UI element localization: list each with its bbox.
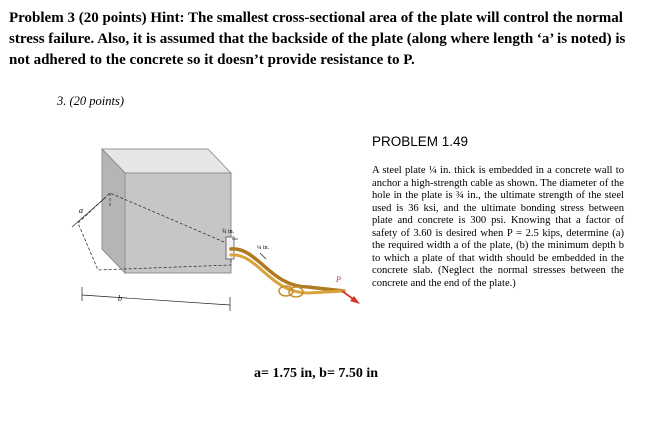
- problem-text: A steel plate ¼ in. thick is embedded in a concrete wall to anchor a high-strength cable as shown. The diameter of the hole in the plate is ¾ in., the ultimate strength of the steel used is 36 ksi, and the ultimate bonding stress between plate and concrete is 300 psi. Knowing that a factor of safety of 3.60 is desired when P = 2.5 kips, determine (a) the required width a of the plate, (b) the minimum depth b to which a plate of that width should be embedded in the concrete slab. (Neglect the normal stresses between the concrete and the end of the plate.): [372, 165, 624, 289]
- label-a: a: [79, 206, 83, 215]
- figure: [80, 135, 360, 357]
- answer-text: a= 1.75 in, b= 7.50 in: [254, 366, 379, 381]
- problem-title: PROBLEM 1.49: [372, 134, 469, 149]
- thickness-leader-line: [260, 253, 266, 259]
- label-thickness: ¼ in.: [257, 245, 270, 251]
- load-arrow: [342, 291, 360, 304]
- block-front-face: [125, 173, 231, 273]
- dimension-b-line: [82, 295, 230, 305]
- dimension-a-line: [72, 197, 106, 227]
- label-b: b: [118, 294, 122, 303]
- problem-number: 3. (20 points): [57, 94, 125, 108]
- label-hole: ¾ in.: [222, 229, 235, 235]
- cable: [231, 249, 344, 297]
- label-p: P: [336, 275, 341, 284]
- hint-text: Problem 3 (20 points) Hint: The smallest cross-sectional area of the plate will control the normal stress failure. Also, it is assumed that the backside of the plate (along where length ‘a’ is noted) is not adhered to the concrete so it doesn’t provide resistance to P.: [9, 10, 626, 68]
